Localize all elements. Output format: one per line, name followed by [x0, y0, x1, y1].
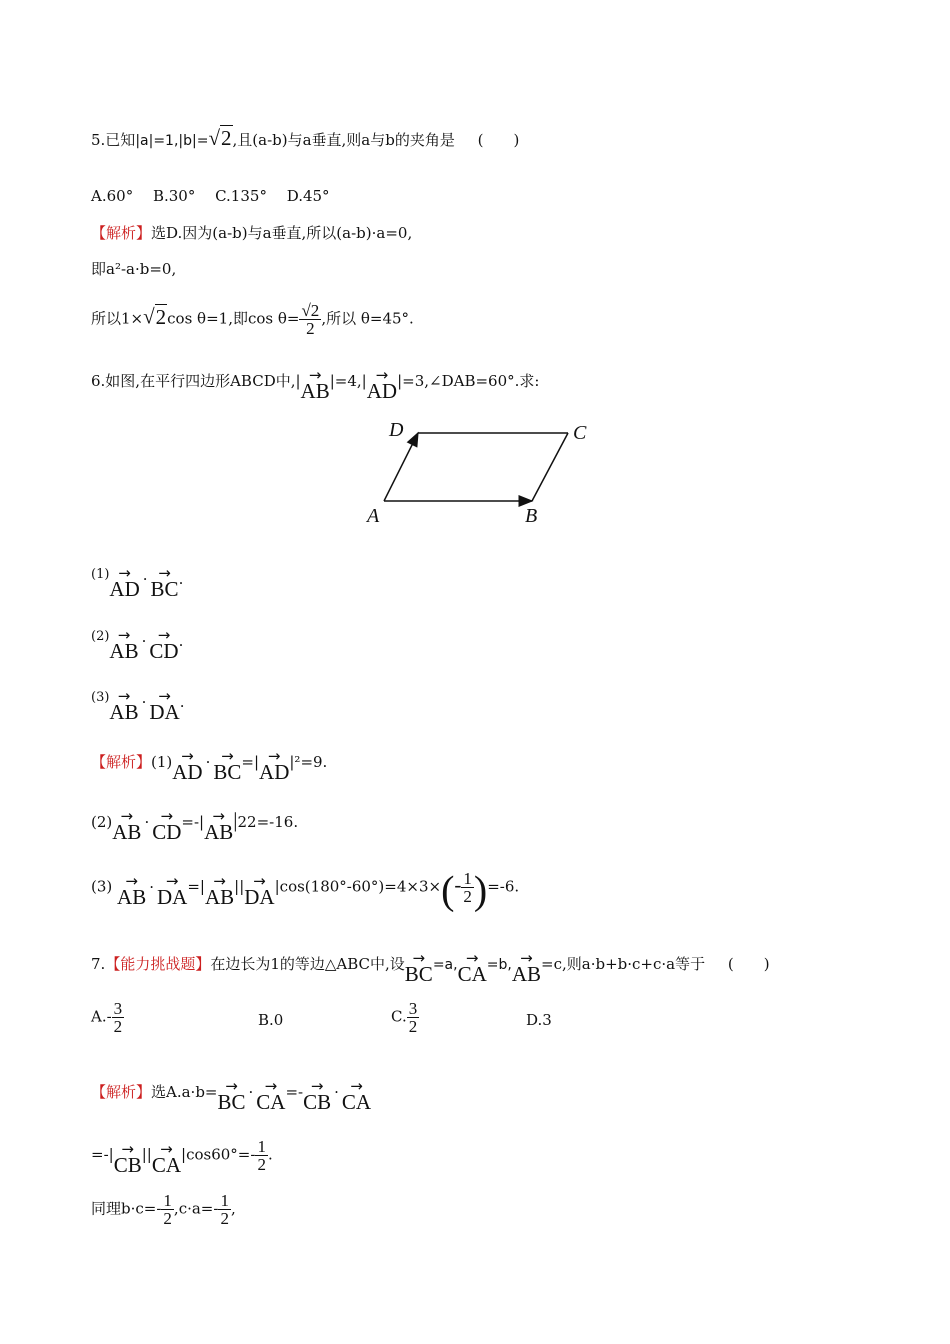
- vector: → AD: [109, 565, 139, 599]
- vector-ca: → CA: [152, 1141, 181, 1175]
- q6-part-3: (3)→ AB ·→ DA.: [91, 688, 185, 722]
- frac-num: 1: [163, 1191, 172, 1210]
- q7-option-c-fraction: [407, 1000, 420, 1035]
- q5-sol3-end: ,所以 θ=45°.: [321, 309, 414, 328]
- vector-cb: → CB: [303, 1078, 331, 1112]
- vector-bc: → BC: [405, 950, 433, 984]
- q5-blank: ( ): [477, 131, 520, 149]
- vector-ab: → AB: [112, 808, 141, 842]
- q7-sol3-prefix: 同理b·c=-: [91, 1199, 162, 1218]
- q6-solution-3: (3) → AB ·→ DA=|→ AB||→ DA|cos(180°-60°)=4×3×(- $\frac{1}{2}$ )=-6.: [91, 870, 519, 907]
- q5-solution-text-1: 选D.因为(a-b)与a垂直,所以(a-b)·a=0,: [151, 224, 413, 242]
- q5-sol3-sqrt2: √2: [143, 304, 167, 329]
- q5-radicand: 2: [221, 126, 232, 150]
- q5-stem-prefix: 5.已知: [91, 131, 136, 149]
- frac-num: 3: [408, 999, 418, 1018]
- q7-sol2-mid: |cos60°=-: [181, 1145, 256, 1164]
- q6-sol1-end: |²=9.: [289, 753, 328, 771]
- vector: → DA: [149, 688, 179, 722]
- q6-sol2-label: (2): [91, 813, 113, 831]
- q7-sol1-prefix: 选A.a·b=: [151, 1083, 218, 1101]
- q7-stem-a: =a,: [432, 957, 458, 973]
- q7-stem-end: =c,则a·b+b·c+c·a等于: [541, 955, 706, 973]
- q5-solution-2: 即a²-a·b=0,: [91, 260, 177, 278]
- label-d: D: [389, 419, 404, 441]
- q5-frac-den: 2: [306, 319, 315, 338]
- q6-sol3-fraction: [461, 870, 474, 905]
- q6-solution-1: 【解析】(1)→ AD ·→ BC=|→ AD|²=9.: [91, 748, 327, 782]
- q7-option-c: [391, 1000, 419, 1035]
- part-label: (1): [91, 567, 110, 582]
- q7-solution-3: [91, 1192, 236, 1227]
- part-label: (2): [91, 629, 110, 644]
- q7-option-d: D.3: [526, 1011, 552, 1029]
- part-end: .: [178, 570, 184, 588]
- vector-ca: → CA: [342, 1078, 371, 1112]
- vector-ca: → CA: [256, 1078, 285, 1112]
- frac-num: 1: [220, 1191, 229, 1210]
- vector: → AB: [109, 688, 138, 722]
- label-c: C: [573, 422, 587, 444]
- label-a: A: [367, 505, 380, 527]
- q7-stem-prefix: 在边长为1的等边△ABC中,设: [210, 955, 405, 973]
- q5-stem-rest: ,且(a-b)与a垂直,则a与b的夹角是: [232, 131, 455, 149]
- q7-stem-b: =b,: [486, 957, 512, 973]
- q6-sol3-mid: |cos(180°-60°)=4×3×: [274, 877, 442, 896]
- vector-cb: → CB: [114, 1141, 142, 1175]
- q7-sol3-fraction-1: [161, 1192, 174, 1227]
- side-bc: [532, 433, 568, 501]
- q6-stem-prefix: 6.如图,在平行四边形ABCD中,|: [91, 372, 301, 390]
- frac-den: 2: [113, 1017, 123, 1036]
- q5-sol3-mid: cos θ=1,即cos θ=: [167, 309, 300, 328]
- q7-sol3-fraction-2: [218, 1192, 231, 1227]
- q7-number: 7.: [91, 955, 106, 973]
- q7-stem: [91, 950, 770, 984]
- q7-option-a-fraction: [112, 1000, 125, 1035]
- q5-sol3-prefix: 所以1×: [91, 309, 144, 328]
- q5-frac-num: √2: [301, 301, 320, 320]
- vector-ab: → AB: [512, 950, 541, 984]
- q6-sol3-end: =-6.: [487, 877, 520, 896]
- q6-solution-2: (2)→ AB ·→ CD=-|→ AB|22=-16.: [91, 808, 298, 842]
- vector-ad: → AD: [259, 748, 289, 782]
- q7-sol3-end: ,: [230, 1199, 236, 1218]
- q6-frac-den: 2: [463, 887, 472, 906]
- q6-solution-tag: 【解析】: [91, 753, 152, 771]
- vector-ab: → AB: [117, 873, 146, 907]
- frac-num: 3: [113, 999, 123, 1018]
- q6-sol2-end: 22=-16.: [237, 813, 299, 831]
- vector-ad: → AD: [367, 367, 397, 401]
- part-end: .: [178, 632, 184, 650]
- q7-option-c-label: C.: [391, 1007, 407, 1026]
- q6-part-2: (2)→ AB ·→ CD.: [91, 627, 183, 661]
- q7-sol2-fraction: [255, 1138, 268, 1173]
- q5-options: A.60° B.30° C.135° D.45°: [91, 187, 330, 205]
- q7-solution-tag: 【解析】: [91, 1083, 152, 1101]
- q7-option-b: B.0: [258, 1011, 284, 1029]
- q7-option-a: [91, 1000, 124, 1035]
- vector-ca: → CA: [458, 950, 487, 984]
- vector: → AB: [109, 627, 138, 661]
- vector-da: → DA: [244, 873, 274, 907]
- q6-stem-end: |=3,∠DAB=60°.求:: [397, 372, 540, 390]
- part-end: .: [179, 693, 185, 711]
- frac-num: 1: [257, 1137, 266, 1156]
- frac-den: 2: [163, 1209, 172, 1228]
- q7-solution-2: =-|→ CB||→ CA|cos60°=- $\frac{1}{2}$ .: [91, 1138, 273, 1175]
- q7-blank: ( ): [727, 955, 770, 973]
- vector-ab: → AB: [205, 873, 234, 907]
- q7-challenge-tag: 【能力挑战题】: [105, 955, 211, 973]
- q6-sol2-mid: =-|: [181, 813, 205, 831]
- vector-ab: → AB: [301, 367, 330, 401]
- q7-sol2-prefix: =-|: [91, 1145, 114, 1164]
- frac-den: 2: [220, 1209, 229, 1228]
- part-label: (3): [91, 690, 110, 705]
- vector: → CD: [149, 627, 178, 661]
- vector-da: → DA: [157, 873, 187, 907]
- side-ad: [384, 433, 418, 501]
- q7-option-a-label: A.-: [91, 1007, 112, 1026]
- q6-sol1-mid: =|: [241, 753, 260, 771]
- q6-sol3-label: (3): [91, 877, 113, 896]
- frac-den: 2: [257, 1155, 266, 1174]
- q7-sol3-mid: ,c·a=-: [173, 1199, 219, 1218]
- q7-solution-1: 【解析】选A.a·b=→ BC ·→ CA=-→ CB ·→ CA: [91, 1078, 371, 1112]
- q6-sol1-label: (1): [151, 753, 173, 771]
- vector-cd: → CD: [152, 808, 181, 842]
- q5-norms: |a|=1,|b|=: [135, 133, 209, 149]
- vector: → BC: [151, 565, 179, 599]
- vector-ab: → AB: [204, 808, 233, 842]
- vector-bc: → BC: [213, 748, 241, 782]
- q5-solution-tag: 【解析】: [91, 224, 152, 242]
- frac-den: 2: [408, 1017, 418, 1036]
- q6-part-1: (1)→ AD ·→ BC.: [91, 565, 183, 599]
- vector-bc: → BC: [218, 1078, 246, 1112]
- vector-ad: → AD: [172, 748, 202, 782]
- q5-sqrt2: √2: [208, 126, 232, 150]
- label-b: B: [525, 505, 538, 527]
- q6-stem-mid: |=4,|: [329, 372, 367, 390]
- q6-frac-num: 1: [463, 869, 472, 888]
